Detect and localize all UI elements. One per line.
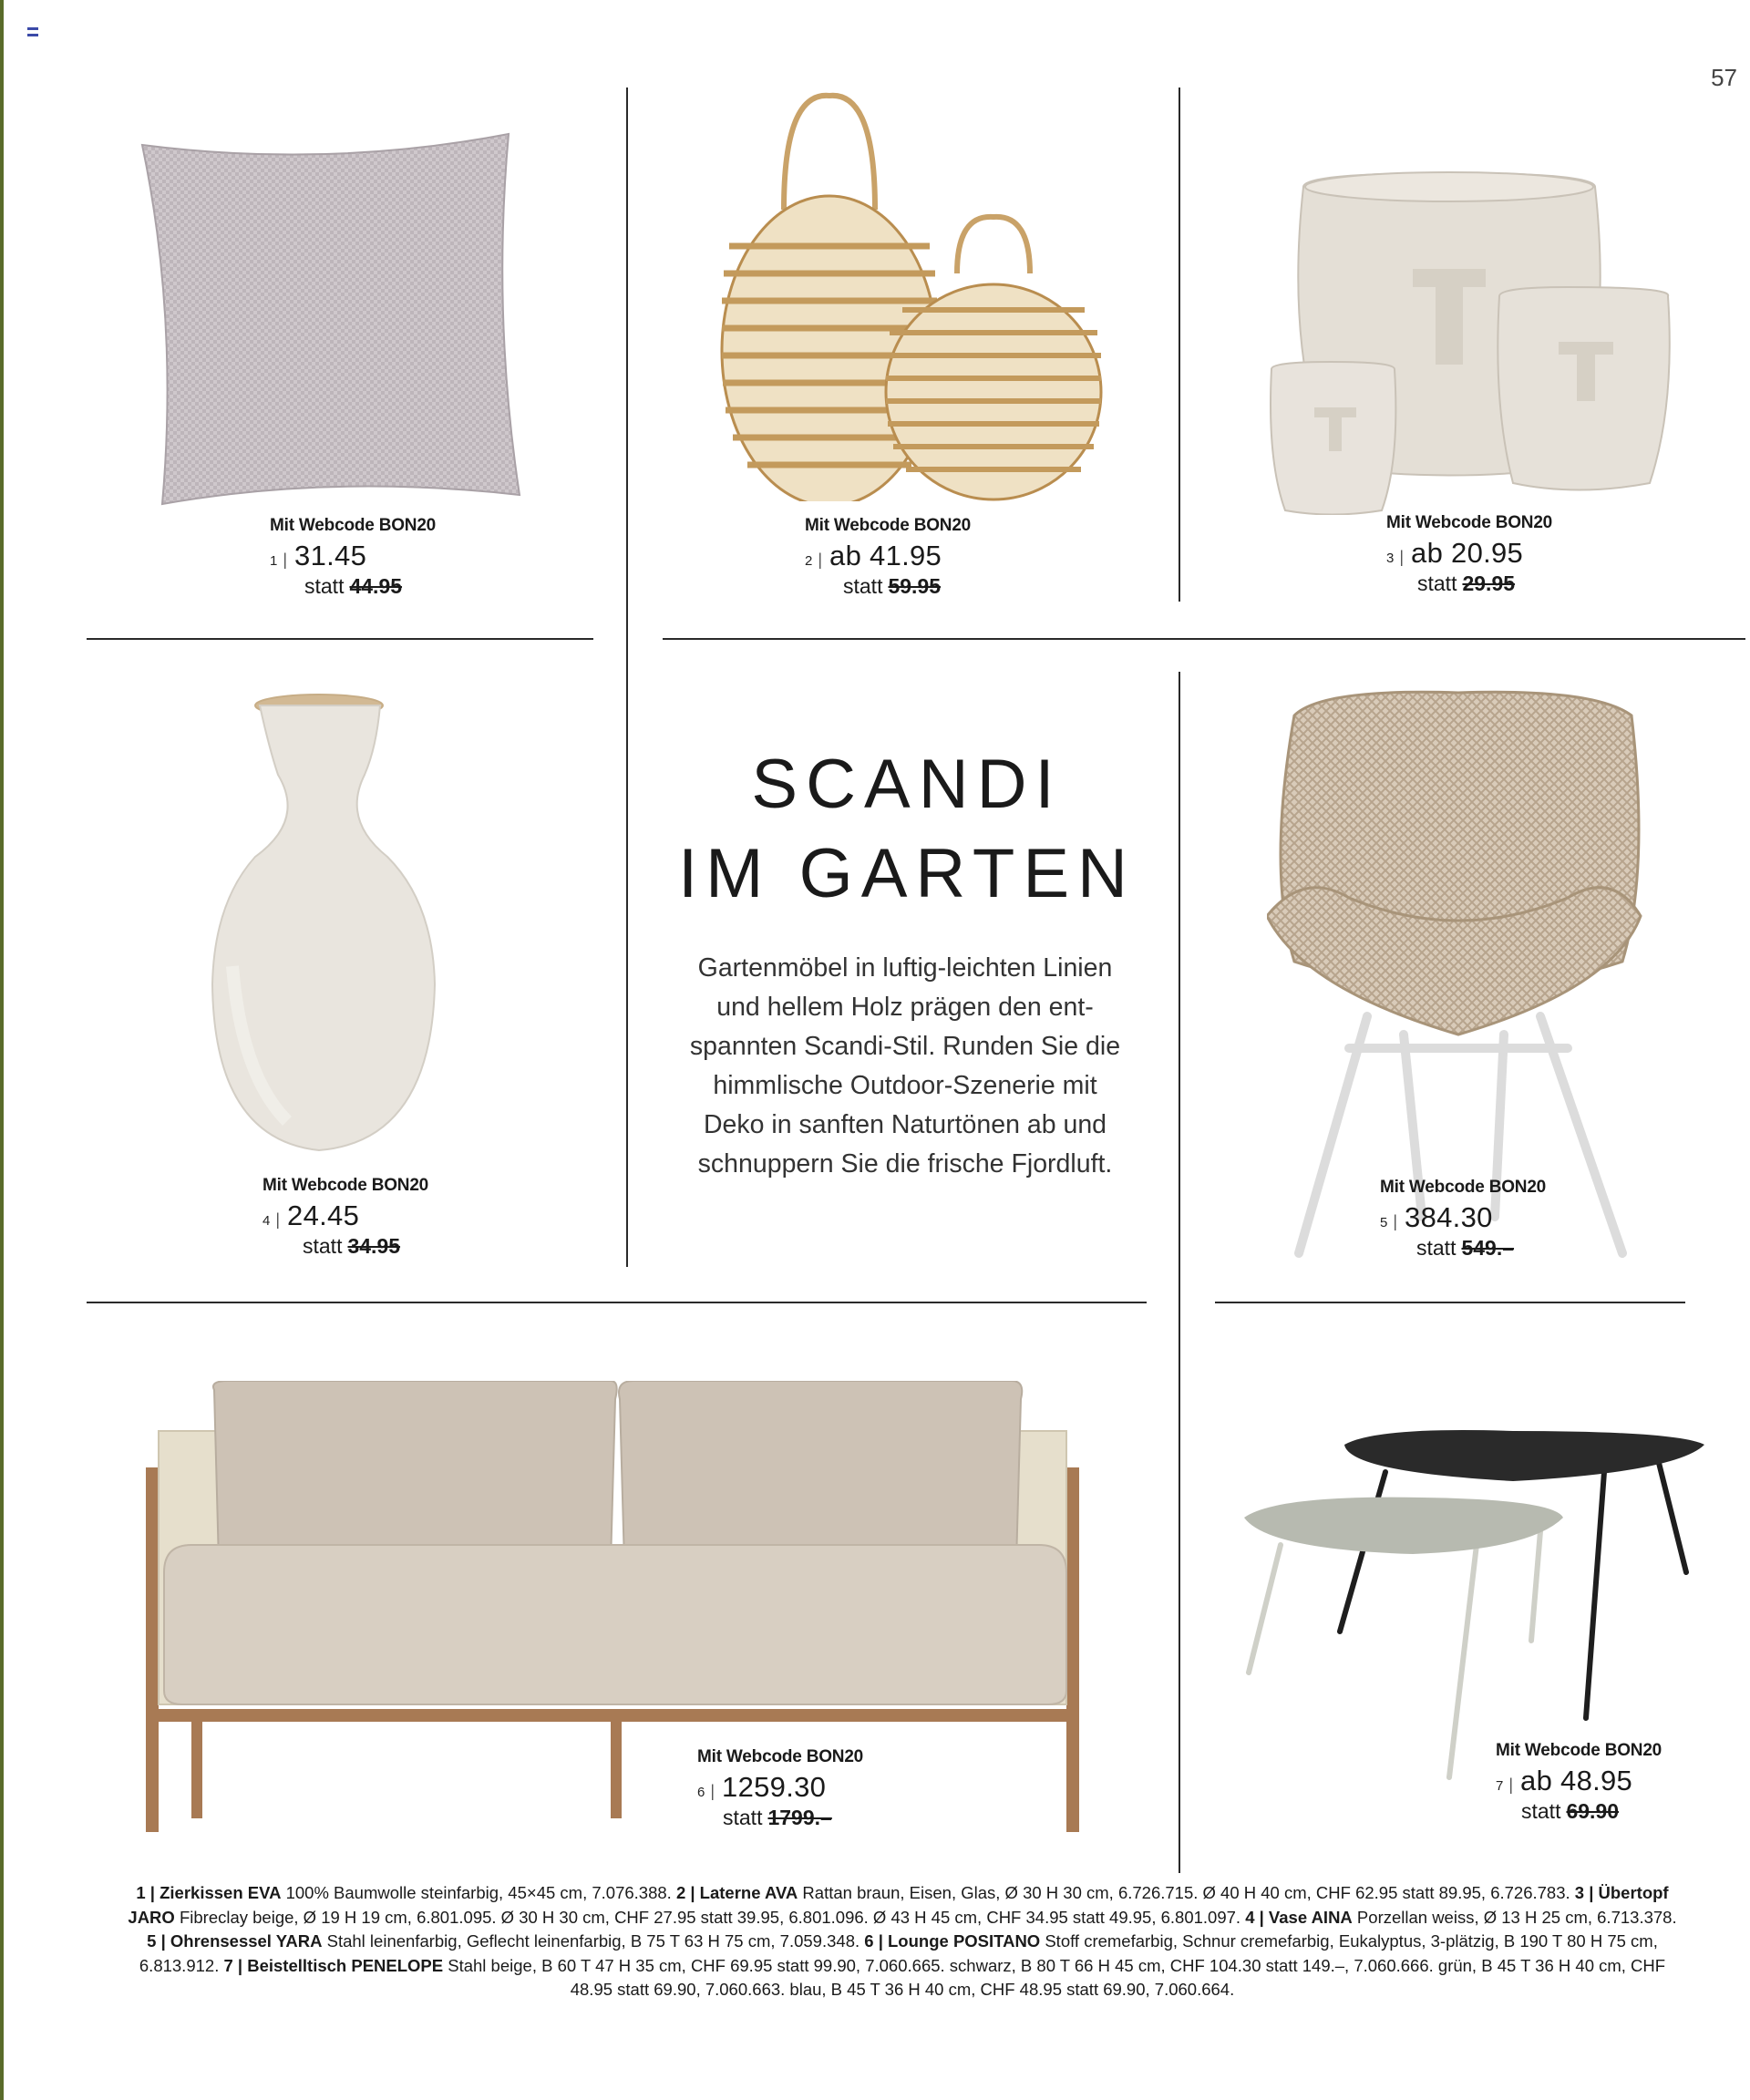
product-2-old-price: 59.95 xyxy=(888,574,942,598)
product-3-statt-label: statt xyxy=(1417,571,1457,595)
headline-line-1: SCANDI xyxy=(751,746,1063,823)
product-6-statt-label: statt xyxy=(723,1806,763,1829)
product-7-price: Mit Webcode BON20 7 | ab 48.95 statt 69.90 xyxy=(1496,1741,1750,1824)
intro-text xyxy=(664,949,1147,1184)
detail-3-label: 3 | Übertopf JARO xyxy=(128,1883,1669,1927)
detail-4-label: 4 | Vase AINA xyxy=(1245,1907,1353,1927)
product-7-statt-label: statt xyxy=(1521,1799,1561,1823)
product-4-index: 4 xyxy=(262,1213,271,1229)
page-number: 57 xyxy=(1711,64,1737,91)
divider-horizontal-3 xyxy=(87,1302,1147,1303)
product-3-old-price: 29.95 xyxy=(1462,571,1516,595)
product-7-old-price: 69.90 xyxy=(1566,1799,1620,1823)
planter-image xyxy=(1267,169,1677,515)
product-1-index: 1 xyxy=(270,553,278,569)
product-4-old-price: 34.95 xyxy=(347,1234,401,1258)
product-3-price-value: ab 20.95 xyxy=(1411,537,1524,569)
detail-6-label: 6 | Lounge POSITANO xyxy=(864,1931,1041,1951)
product-1-statt-label: statt xyxy=(304,574,345,598)
detail-7-text: Stahl beige, B 60 T 47 H 35 cm, CHF 69.95 statt 99.90, 7.060.665. schwarz, B 80 T 66 H 45 cm, CHF 104.30 statt 149.–, 7.060.666. grün, B 45 T 36 H 40 cm, CHF 48.95 statt 69.90, 7.060.663. blau, B 45 T 36 H 40 cm, CHF 48.95 statt 69.90, 7.060.664. xyxy=(443,1955,1666,1999)
intro-line-4: himmlische Outdoor-Szenerie mit xyxy=(713,1071,1097,1100)
divider-horizontal-4 xyxy=(1215,1302,1685,1303)
detail-7-label: 7 | Beistelltisch PENELOPE xyxy=(223,1955,444,1975)
detail-3-text: Fibreclay beige, Ø 19 H 19 cm, 6.801.095. Ø 30 H 30 cm, CHF 27.95 statt 39.95, 6.801.096. Ø 43 H 45 cm, CHF 34.95 statt 49.95, 6.801.097. xyxy=(174,1907,1246,1927)
product-5-price-value: 384.30 xyxy=(1405,1201,1493,1233)
product-2-webcode: Mit Webcode BON20 xyxy=(805,516,972,535)
product-1-old-price: 44.95 xyxy=(349,574,403,598)
product-4-price: Mit Webcode BON20 4 | 24.45 statt 34.95 xyxy=(262,1176,591,1259)
intro-line-2: und hellem Holz prägen den ent- xyxy=(716,993,1094,1022)
product-5-price: Mit Webcode BON20 5 | 384.30 statt 549.– xyxy=(1380,1178,1708,1261)
divider-vertical-1 xyxy=(626,88,628,1267)
divider-horizontal-2 xyxy=(663,638,1745,640)
product-details-text xyxy=(128,1881,1677,2002)
product-1-price-value: 31.45 xyxy=(294,540,367,571)
detail-5-text: Stahl leinenfarbig, Geflecht leinenfarbig, B 75 T 63 H 75 cm, 7.059.348. xyxy=(322,1931,865,1951)
product-7-webcode: Mit Webcode BON20 xyxy=(1496,1741,1662,1760)
intro-line-5: Deko in sanften Naturtönen ab und xyxy=(703,1110,1107,1139)
intro-line-6: schnuppern Sie die frische Fjordluft. xyxy=(697,1149,1113,1179)
side-tables-image xyxy=(1240,1426,1714,1782)
divider-vertical-3 xyxy=(1179,672,1180,1873)
product-4-webcode: Mit Webcode BON20 xyxy=(262,1176,429,1195)
divider-vertical-2 xyxy=(1179,88,1180,602)
product-6-webcode: Mit Webcode BON20 xyxy=(697,1747,864,1766)
detail-1-text: 100% Baumwolle steinfarbig, 45×45 cm, 7.076.388. xyxy=(281,1883,676,1902)
product-2-price-value: ab 41.95 xyxy=(829,540,942,571)
product-3-price: Mit Webcode BON20 3 | ab 20.95 statt 29.95 xyxy=(1386,513,1714,596)
wing-chair-image xyxy=(1267,688,1650,1262)
product-3-webcode: Mit Webcode BON20 xyxy=(1386,513,1553,532)
divider-horizontal-1 xyxy=(87,638,593,640)
product-2-index: 2 xyxy=(805,553,813,569)
product-2-price: Mit Webcode BON20 2 | ab 41.95 statt 59.95 xyxy=(805,516,1133,599)
corner-mark-icon xyxy=(27,27,38,36)
detail-4-text: Porzellan weiss, Ø 13 H 25 cm, 6.713.378. xyxy=(1352,1907,1677,1927)
product-5-index: 5 xyxy=(1380,1215,1388,1230)
product-3-index: 3 xyxy=(1386,551,1395,566)
detail-6-text: Stoff cremefarbig, Schnur cremefarbig, Eukalyptus, 3-plätzig, B 190 T 80 H 75 cm, 6.813.912. xyxy=(139,1931,1658,1975)
product-2-statt-label: statt xyxy=(843,574,883,598)
product-5-webcode: Mit Webcode BON20 xyxy=(1380,1178,1547,1197)
left-edge-rule xyxy=(0,0,4,2100)
product-4-price-value: 24.45 xyxy=(287,1199,360,1231)
detail-2-label: 2 | Laterne AVA xyxy=(675,1883,798,1902)
product-7-index: 7 xyxy=(1496,1778,1504,1794)
lantern-image xyxy=(711,91,1139,501)
headline-line-2: IM GARTEN xyxy=(678,835,1136,912)
product-1-webcode: Mit Webcode BON20 xyxy=(270,516,437,535)
product-5-old-price: 549.– xyxy=(1461,1236,1515,1260)
product-6-old-price: 1799.– xyxy=(767,1806,832,1829)
page-headline xyxy=(638,740,1176,919)
detail-5-label: 5 | Ohrensessel YARA xyxy=(147,1931,323,1951)
cushion-image xyxy=(137,132,529,506)
intro-line-3: spannten Scandi-Stil. Runden Sie die xyxy=(689,1032,1121,1061)
product-6-price: Mit Webcode BON20 6 | 1259.30 statt 1799.– xyxy=(697,1747,1025,1830)
vase-image xyxy=(205,693,460,1158)
intro-line-1: Gartenmöbel in luftig-leichten Linien xyxy=(697,953,1113,983)
detail-1-label: 1 | Zierkissen EVA xyxy=(136,1883,282,1902)
product-6-price-value: 1259.30 xyxy=(722,1771,827,1803)
product-6-index: 6 xyxy=(697,1785,705,1800)
product-4-statt-label: statt xyxy=(303,1234,343,1258)
product-7-price-value: ab 48.95 xyxy=(1520,1765,1633,1796)
product-5-statt-label: statt xyxy=(1416,1236,1457,1260)
product-1-price: Mit Webcode BON20 1 | 31.45 statt 44.95 xyxy=(270,516,598,599)
detail-2-text: Rattan braun, Eisen, Glas, Ø 30 H 30 cm, 6.726.715. Ø 40 H 40 cm, CHF 62.95 statt 89.95, 6.726.783. xyxy=(798,1883,1575,1902)
